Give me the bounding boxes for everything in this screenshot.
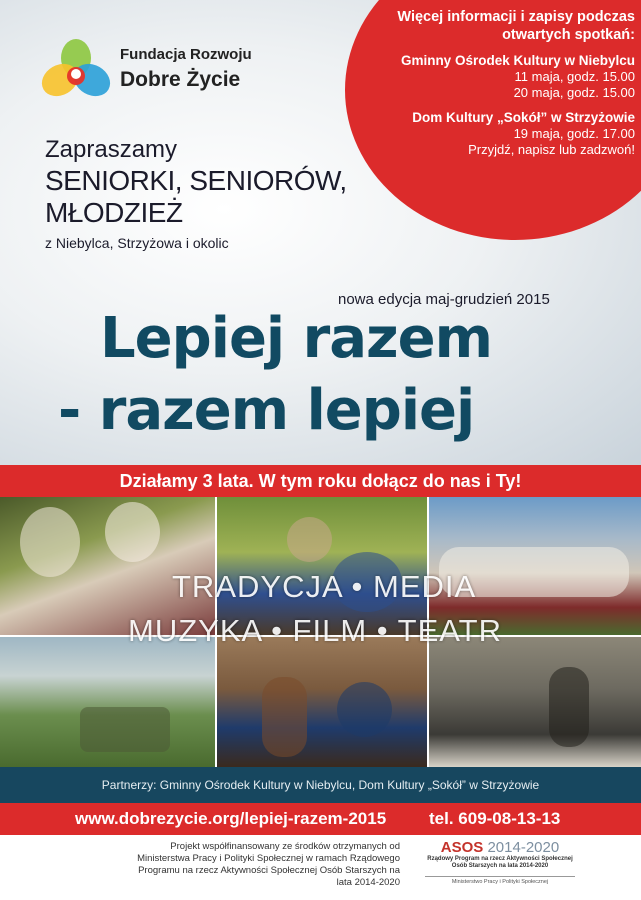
main-title-line1: Lepiej razem xyxy=(100,306,492,371)
invite-heading: Zapraszamy xyxy=(45,136,178,163)
asos-name: ASOS xyxy=(440,839,484,856)
asos-logo xyxy=(425,839,575,885)
photo-musicians xyxy=(217,637,427,767)
ministry-name: Ministerstwo Pracy i Polityki Społecznej xyxy=(425,876,575,885)
invite-from: z Niebylca, Strzyżowa i okolic xyxy=(45,235,229,251)
venue-2: Dom Kultury „Sokół” w Strzyżowie xyxy=(412,110,635,125)
venue-1: Gminny Ośrodek Kultury w Niebylcu xyxy=(400,53,635,68)
venue-1-date-2: 20 maja, godz. 15.00 xyxy=(513,85,635,100)
partners-bar: Partnerzy: Gminny Ośrodek Kultury w Niebylcu, Dom Kultury „Sokół” w Strzyżowie xyxy=(0,767,641,803)
phone-number[interactable]: tel. 609-08-13-13 xyxy=(429,809,561,828)
overlay-line1: TRADYCJA • MEDIA xyxy=(172,569,477,604)
website-link[interactable]: www.dobrezycie.org/lepiej-razem-2015 xyxy=(75,809,387,828)
invite-line2: MŁODZIEŻ xyxy=(45,197,183,228)
info-heading: Więcej informacji i zapisy podczas otwartych spotkań: xyxy=(397,9,635,43)
venue-1-date-1: 11 maja, godz. 15.00 xyxy=(514,69,635,84)
edition-text: nowa edycja maj-grudzień 2015 xyxy=(338,291,550,308)
overlay-line2: MUZYKA • FILM • TEATR xyxy=(128,613,502,648)
foundation-logo-icon xyxy=(40,38,112,102)
org-name-line1: Fundacja Rozwoju xyxy=(120,46,252,63)
photo-theatre xyxy=(429,637,641,767)
main-title-line2: - razem lepiej xyxy=(58,378,475,443)
funding-note: Projekt współfinansowany ze środków otrzymanych od Ministerstwa Pracy i Polityki Społecznej w ramach Rządowego Programu na rzecz Aktywności Społecznej Osób Starszych na lata 2014-2020 xyxy=(137,841,400,888)
info-box xyxy=(395,8,635,158)
invite-block xyxy=(45,135,347,253)
contact-bar xyxy=(0,803,641,835)
info-cta: Przyjdź, napisz lub zadzwoń! xyxy=(468,142,635,157)
org-name-line2: Dobre Życie xyxy=(120,68,241,91)
venue-2-date-1: 19 maja, godz. 17.00 xyxy=(513,126,635,141)
photo-jeep-landscape xyxy=(0,637,215,767)
invite-line1: SENIORKI, SENIORÓW, xyxy=(45,165,347,196)
banner-headline: Działamy 3 lata. W tym roku dołącz do nas i Ty! xyxy=(0,465,641,497)
footer xyxy=(0,835,641,900)
asos-description: Rządowy Program na rzecz Aktywności Społecznej Osób Starszych na lata 2014-2020 xyxy=(427,856,573,869)
asos-years: 2014-2020 xyxy=(487,839,560,856)
